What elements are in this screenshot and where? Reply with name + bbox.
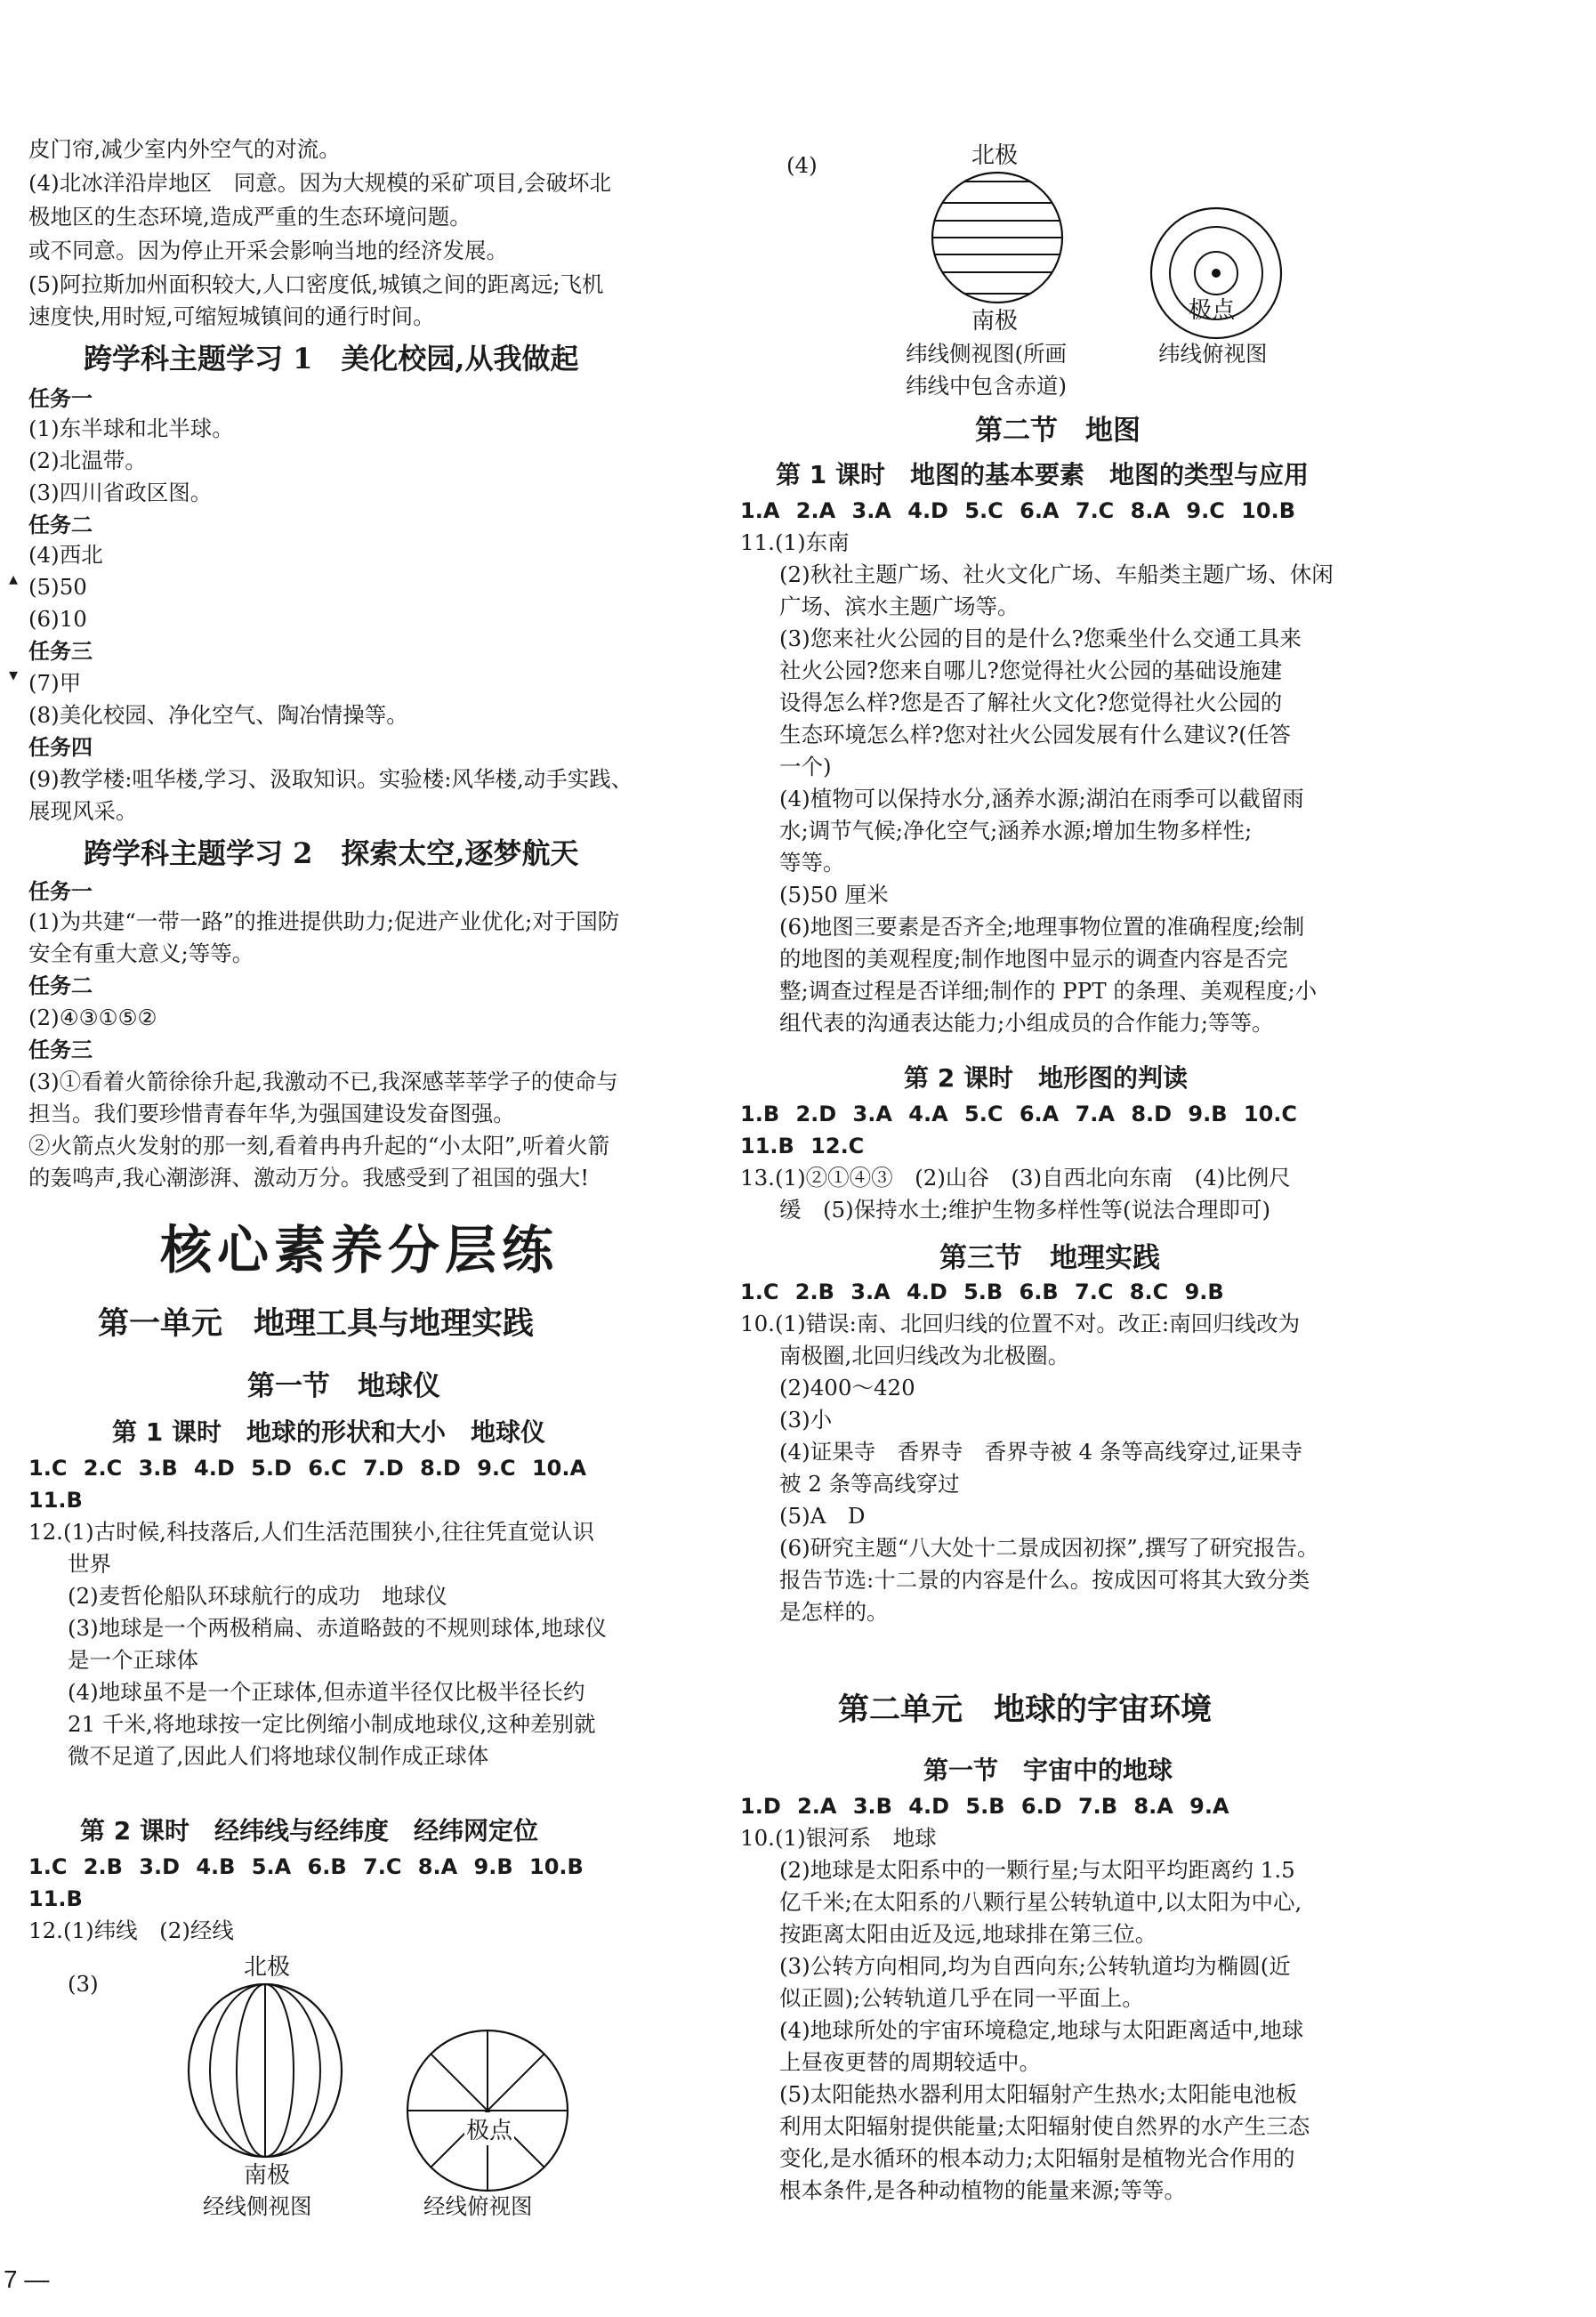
u1s3-q10-line6: 被 2 条等高线穿过 <box>779 1471 960 1497</box>
u2s1-q10-line6: 似正圆);公转轨道几乎在同一平面上。 <box>779 1985 1144 2011</box>
theme2-title: 跨学科主题学习 2 探索太空,逐梦航天 <box>84 836 579 870</box>
t1-answer-7: (7)甲 <box>28 670 82 696</box>
fig3-south-pole-label: 南极 <box>244 2162 291 2189</box>
page-number: 7 — <box>4 2265 50 2293</box>
fig4-pole-point-label: 极点 <box>1189 297 1236 324</box>
fig3-caption-top-view: 经线俯视图 <box>423 2193 533 2219</box>
u1s1l1-q12-line2: 世界 <box>68 1551 111 1577</box>
u1s2l2-answers-row1: 1.B 2.D 3.A 4.A 5.C 6.A 7.A 8.D 9.B 10.C <box>740 1102 1298 1126</box>
u1s2l1-q11-line13: (6)地图三要素是否齐全;地理事物位置的准确程度;绘制 <box>779 914 1305 940</box>
u1s3-q10-line4: (3)小 <box>779 1407 833 1433</box>
t1-answer-3: (3)四川省政区图。 <box>28 480 213 505</box>
u1s2l1-q11-line1: 11.(1)东南 <box>740 529 850 555</box>
u2-section1-title: 第一节 宇宙中的地球 <box>923 1756 1173 1785</box>
u1s3-q10-line3: (2)400～420 <box>779 1375 915 1401</box>
t1-answer-5: (5)50 <box>28 574 87 600</box>
u2s1-q10-line2: (2)地球是太阳系中的一颗行星;与太阳平均距离约 1.5 <box>779 1857 1295 1883</box>
u1s3-q10-line8: (6)研究主题“八大处十二景成因初探”,撰写了研究报告。 <box>779 1535 1319 1561</box>
t1-answer-1: (1)东半球和北半球。 <box>28 416 234 441</box>
intro-line-3: 极地区的生态环境,造成严重的生态环境问题。 <box>28 204 472 230</box>
t1-task4-heading: 任务四 <box>28 735 93 760</box>
intro-line-1: 皮门帘,减少室内外空气的对流。 <box>28 136 341 162</box>
u1s3-q10-line2: 南极圈,北回归线改为北极圈。 <box>779 1343 1070 1368</box>
t1-answer-9-line1: (9)教学楼:咀华楼,学习、汲取知识。实验楼:风华楼,动手实践、 <box>28 766 633 792</box>
t2-answer-2: (2)④③①⑤② <box>28 1005 157 1030</box>
margin-mark: ▾ <box>9 664 19 685</box>
u2s1-answers-row1: 1.D 2.A 3.B 4.D 5.B 6.D 7.B 8.A 9.A <box>740 1794 1229 1819</box>
unit2-title: 第二单元 地球的宇宙环境 <box>838 1692 1213 1728</box>
fig4-south-pole-label: 南极 <box>971 308 1019 335</box>
u1s1l2-answers-row1: 1.C 2.B 3.D 4.B 5.A 6.B 7.C 8.A 9.B 10.B <box>28 1854 584 1879</box>
u2s1-q10-line10: 利用太阳辐射提供能量;太阳辐射使自然界的水产生三态 <box>779 2113 1310 2139</box>
u1s2l2-q13-line1: 13.(1)②①④③ (2)山谷 (3)自西北向东南 (4)比例尺 <box>740 1165 1291 1191</box>
u1s2l1-q11-line6: 设得怎么样?您是否了解社火文化?您觉得社火公园的 <box>779 690 1283 715</box>
u1-section2-title: 第二节 地图 <box>975 415 1141 447</box>
u1s1l1-q12-line7: 21 千米,将地球按一定比例缩小制成地球仪,这种差别就 <box>68 1711 596 1737</box>
u1s2l1-q11-line10: 水;调节气候;净化空气;涵养水源;增加生物多样性; <box>779 818 1253 844</box>
u1s2l1-q11-line8: 一个) <box>779 754 832 779</box>
t2-answer-3-line4: 的轰鸣声,我心潮澎湃、激动万分。我感受到了祖国的强大! <box>28 1165 590 1191</box>
u2s1-q10-line12: 根本条件,是各种动植物的能量来源;等等。 <box>779 2177 1187 2203</box>
t2-answer-1-line1: (1)为共建“一带一路”的推进提供助力;促进产业优化;对于国防 <box>28 908 620 934</box>
u1s1l1-answers-row2: 11.B <box>28 1488 83 1513</box>
u1s1l1-q12-line3: (2)麦哲伦船队环球航行的成功 地球仪 <box>68 1583 447 1609</box>
u2s1-q10-line11: 变化,是水循环的根本动力;太阳辐射是植物光合作用的 <box>779 2145 1295 2171</box>
u1s2l1-q11-line15: 整;调查过程是否详细;制作的 PPT 的条理、美观程度;小 <box>779 978 1318 1004</box>
u1s1-lesson2-title: 第 2 课时 经纬线与经纬度 经纬网定位 <box>80 1816 538 1845</box>
fig3-label: (3) <box>68 1971 99 1997</box>
u2s1-q10-line9: (5)太阳能热水器利用太阳辐射产生热水;太阳能电池板 <box>779 2081 1297 2107</box>
intro-line-5: (5)阿拉斯加州面积较大,人口密度低,城镇之间的距离远;飞机 <box>28 271 604 297</box>
u2s1-q10-line7: (4)地球所处的宇宙环境稳定,地球与太阳距离适中,地球 <box>779 2017 1304 2043</box>
t2-answer-3-line1: (3)①看着火箭徐徐升起,我激动不已,我深感莘莘学子的使命与 <box>28 1069 618 1094</box>
u1-section1-title: 第一节 地球仪 <box>247 1370 440 1402</box>
intro-line-2: (4)北冰洋沿岸地区 同意。因为大规模的采矿项目,会破坏北 <box>28 170 611 196</box>
t1-task2-heading: 任务二 <box>28 513 93 537</box>
fig4-label: (4) <box>786 152 818 178</box>
u1s2l1-q11-line5: 社火公园?您来自哪儿?您觉得社火公园的基础设施建 <box>779 658 1283 683</box>
margin-mark: ▴ <box>9 568 19 589</box>
fig3-caption-side-view: 经线侧视图 <box>203 2193 312 2219</box>
meridian-top-view-diagram <box>406 2029 569 2192</box>
u1s3-answers-row1: 1.C 2.B 3.A 4.D 5.B 6.B 7.C 8.C 9.B <box>740 1280 1224 1304</box>
u1s3-q10-line7: (5)A D <box>779 1503 866 1529</box>
u1s2l1-q11-line11: 等等。 <box>779 850 845 876</box>
u1s1l1-q12-line8: 微不足道了,因此人们将地球仪制作成正球体 <box>68 1743 489 1769</box>
u2s1-q10-line3: 亿千米;在太阳系的八颗行星公转轨道中,以太阳为中心, <box>779 1889 1302 1915</box>
t2-task3-heading: 任务三 <box>28 1037 93 1062</box>
u1s2l2-answers-row2: 11.B 12.C <box>740 1134 865 1158</box>
t2-answer-3-line3: ②火箭点火发射的那一刻,看着冉冉升起的“小太阳”,听着火箭 <box>28 1133 610 1158</box>
fig4-caption-top-view: 纬线俯视图 <box>1158 341 1268 367</box>
u1s1-lesson1-title: 第 1 课时 地球的形状和大小 地球仪 <box>112 1417 545 1447</box>
u1s1l2-answers-row2: 11.B <box>28 1886 83 1911</box>
u1s1l1-q12-line6: (4)地球虽不是一个正球体,但赤道半径仅比极半径长约 <box>68 1679 585 1705</box>
u1s2l1-q11-line14: 的地图的美观程度;制作地图中显示的调查内容是否完 <box>779 946 1288 972</box>
u2s1-q10-line1: 10.(1)银河系 地球 <box>740 1825 937 1851</box>
t1-task3-heading: 任务三 <box>28 639 93 664</box>
u1s1l1-q12-line5: 是一个正球体 <box>68 1647 198 1673</box>
t2-answer-1-line2: 安全有重大意义;等等。 <box>28 941 254 966</box>
fig3-pole-point-label: 极点 <box>464 2112 514 2145</box>
u1s3-q10-line1: 10.(1)错误:南、北回归线的位置不对。改正:南回归线改为 <box>740 1311 1301 1336</box>
t2-task2-heading: 任务二 <box>28 973 93 998</box>
u1s2l1-q11-line9: (4)植物可以保持水分,涵养水源;湖泊在雨季可以截留雨 <box>779 786 1304 811</box>
u1s2l1-q11-line12: (5)50 厘米 <box>779 882 889 908</box>
u2s1-q10-line5: (3)公转方向相同,均为自西向东;公转轨道均为椭圆(近 <box>779 1953 1291 1979</box>
u1s3-q10-line10: 是怎样的。 <box>779 1599 889 1625</box>
intro-line-6: 速度快,用时短,可缩短城镇间的通行时间。 <box>28 303 435 329</box>
u1s2-lesson2-title: 第 2 课时 地形图的判读 <box>904 1063 1188 1093</box>
page-number-text: 7 <box>4 2265 18 2293</box>
t1-answer-2: (2)北温带。 <box>28 448 147 473</box>
u1s2l1-q11-line4: (3)您来社火公园的目的是什么?您乘坐什么交通工具来 <box>779 626 1302 651</box>
fig4-north-pole-label: 北极 <box>971 142 1019 169</box>
u1s3-q10-line9: 报告节选:十二景的内容是什么。按成因可将其大致分类 <box>779 1567 1310 1593</box>
u1s2l1-q11-line3: 广场、滨水主题广场等。 <box>779 593 1020 619</box>
u1s1l1-answers-row1: 1.C 2.C 3.B 4.D 5.D 6.C 7.D 8.D 9.C 10.A <box>28 1456 587 1481</box>
u1s2l1-q11-line2: (2)秋社主题广场、社火文化广场、车船类主题广场、休闲 <box>779 561 1334 587</box>
u1s3-q10-line5: (4)证果寺 香界寺 香界寺被 4 条等高线穿过,证果寺 <box>779 1439 1303 1465</box>
t1-task1-heading: 任务一 <box>28 386 93 411</box>
t2-task1-heading: 任务一 <box>28 879 93 904</box>
fig3-north-pole-label: 北极 <box>244 1954 291 1981</box>
fig4-caption-side-view-line2: 纬线中包含赤道) <box>906 373 1068 399</box>
u1s1l1-q12-line4: (3)地球是一个两极稍扁、赤道略鼓的不规则球体,地球仪 <box>68 1615 607 1641</box>
unit1-title: 第一单元 地理工具与地理实践 <box>98 1306 535 1342</box>
u1s2l1-q11-line16: 组代表的沟通表达能力;小组成员的合作能力;等等。 <box>779 1010 1274 1036</box>
u1s1l2-q12: 12.(1)纬线 (2)经线 <box>28 1917 234 1943</box>
t2-answer-3-line2: 担当。我们要珍惜青春年华,为强国建设发奋图强。 <box>28 1101 515 1126</box>
meridian-side-view-diagram <box>187 1982 343 2159</box>
u1-section3-title: 第三节 地理实践 <box>939 1242 1160 1274</box>
u2s1-q10-line8: 上昼夜更替的周期较适中。 <box>779 2049 1041 2075</box>
t1-answer-8: (8)美化校园、净化空气、陶冶情操等。 <box>28 702 408 728</box>
u1s2l1-answers-row1: 1.A 2.A 3.A 4.D 5.C 6.A 7.C 8.A 9.C 10.B <box>740 498 1295 523</box>
u1s2l1-q11-line7: 生态环境怎么样?您对社火公园发展有什么建议?(任答 <box>779 722 1291 747</box>
core-literacy-title: 核心素养分层练 <box>160 1220 560 1280</box>
t1-answer-4: (4)西北 <box>28 542 103 568</box>
u1s1l1-q12-line1: 12.(1)古时候,科技落后,人们生活范围狭小,往往凭直觉认识 <box>28 1519 595 1545</box>
u1s2-lesson1-title: 第 1 课时 地图的基本要素 地图的类型与应用 <box>776 460 1309 489</box>
u1s2l2-q13-line2: 缓 (5)保持水土;维护生物多样性等(说法合理即可) <box>779 1197 1271 1223</box>
t1-answer-9-line2: 展现风采。 <box>28 798 138 824</box>
theme1-title: 跨学科主题学习 1 美化校园,从我做起 <box>84 342 579 375</box>
latitude-side-view-diagram <box>931 171 1064 304</box>
fig4-caption-side-view-line1: 纬线侧视图(所画 <box>906 341 1068 367</box>
intro-line-4: 或不同意。因为停止开采会影响当地的经济发展。 <box>28 238 508 263</box>
t1-answer-6: (6)10 <box>28 606 87 632</box>
u2s1-q10-line4: 按距离太阳由近及远,地球排在第三位。 <box>779 1921 1157 1947</box>
